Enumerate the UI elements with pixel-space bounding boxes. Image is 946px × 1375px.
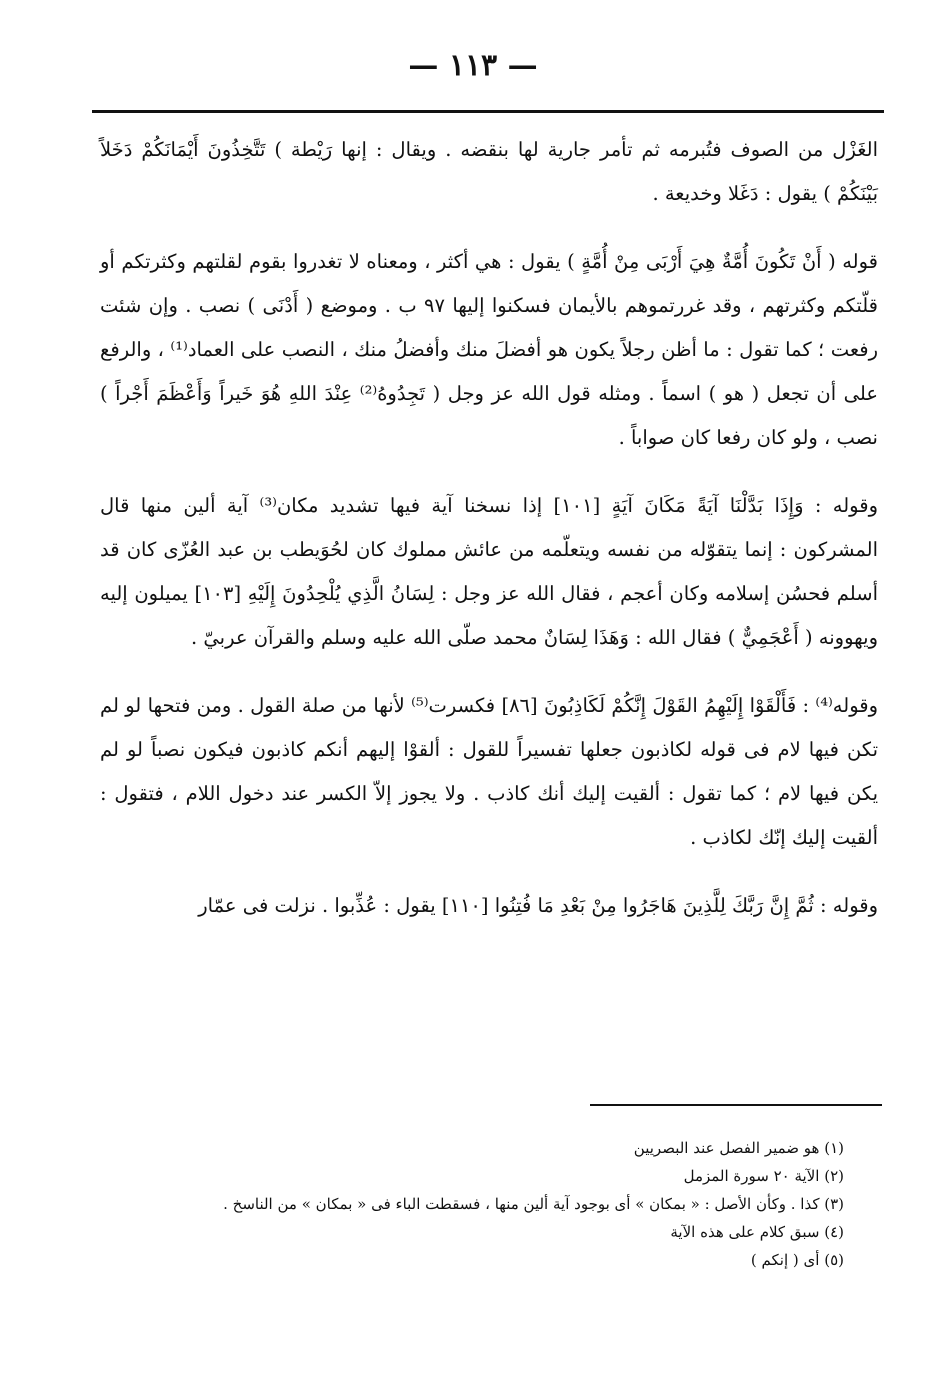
footnote-5: (٥) أى ( إنكم ) xyxy=(750,1251,844,1269)
footnote-rule xyxy=(590,1104,882,1106)
paragraph-4: وقوله⁽⁴⁾ : فَأَلْقَوْا إِلَيْهِمُ القَوْلَ إِنَّكُمْ لَكَاذِبُونَ [٨٦] فكسرت⁽⁵⁾ لأنها من صلة القول . ومن فتحها لو لم تكن فيها لام فى قوله لكاذبون جعلها تفسيراً للقول : ألقوْا إليهم أنكم كاذبون فيكون نصباً لو لم يكن فيها لام ؛ كما تقول : ألقيت إليك أنك كاذب . ولا يجوز إلاّ الكسر عند دخول اللام ، فتقول : ألقيت إليك إنّك لكاذب . xyxy=(100,694,879,849)
page-number: — ١١٣ — xyxy=(408,48,538,83)
footnotes xyxy=(120,1134,844,1274)
footnote-1: (١) هو ضمير الفصل عند البصريين xyxy=(633,1139,844,1157)
paragraph-1: الغَزْل من الصوف فتُبرمه ثم تأمر جارية لها بنقضه . ويقال : إنها رَيْطة ) تَتَّخِذُونَ أَيْمَانَكُمْ دَخَلاً بَيْنَكُمْ ) يقول : دَغَلا وخديعة . xyxy=(100,138,878,205)
paragraph-5: وقوله : ثُمَّ إِنَّ رَبَّكَ لِلَّذِينَ هَاجَرُوا مِنْ بَعْدِ مَا فُتِنُوا [١١٠] يقول : عُذِّبوا . نزلت فى عمّار xyxy=(198,894,878,917)
footnote-3: (٣) كذا . وكأن الأصل : « بمكان » أى بوجود آية ألين منها ، فسقطت الباء فى « بمكان » من الناسخ . xyxy=(223,1195,844,1213)
footnote-4: (٤) سبق كلام على هذه الآية xyxy=(670,1223,844,1241)
paragraph-3: وقوله : وَإِذَا بَدَّلْنَا آيَةً مَكَانَ آيَةٍ [١٠١] إذا نسخنا آية فيها تشديد مكان⁽³⁾ آية ألين منها قال المشركون : إنما يتقوّله من نفسه ويتعلّمه من عائش مملوك كان لحُوَيطب بن عبد العُزّى كان قد أسلم فحسُن إسلامه وكان أعجم ، فقال الله عز وجل : لِسَانُ الَّذِي يُلْحِدُونَ إِلَيْهِ [١٠٣] يميلون إليه ويهوونه ( أَعْجَمِيٌّ ) فقال الله : وَهَذَا لِسَانٌ محمد صلّى الله عليه وسلم والقرآن عربيّ . xyxy=(100,494,878,649)
main-text xyxy=(100,128,878,946)
footnote-2: (٢) الآية ٢٠ سورة المزمل xyxy=(683,1167,844,1185)
header-rule xyxy=(92,110,884,113)
paragraph-2: قوله ( أَنْ تَكُونَ أُمَّةٌ هِيَ أَرْبَى مِنْ أُمَّةٍ ) يقول : هي أكثر ، ومعناه لا تغدروا بقوم لقلتهم وكثرتكم أو قلّتكم وكثرتهم ، وقد غررتموهم بالأيمان فسكنوا إليها ٩٧ ب . وموضع ( أَدْنَى ) نصب . وإن شئت رفعت ؛ كما تقول : ما أظن رجلاً يكون هو أفضلَ منك وأفضلُ منك ، النصب على العماد⁽¹⁾ ، والرفع على أن تجعل ( هو ) اسماً . ومثله قول الله عز وجل ( تَجِدُوهُ⁽²⁾ عِنْدَ اللهِ هُوَ خَيراً وَأَعْظَمَ أَجْراً ) نصب ، ولو كان رفعا كان صواباً . xyxy=(100,250,878,449)
